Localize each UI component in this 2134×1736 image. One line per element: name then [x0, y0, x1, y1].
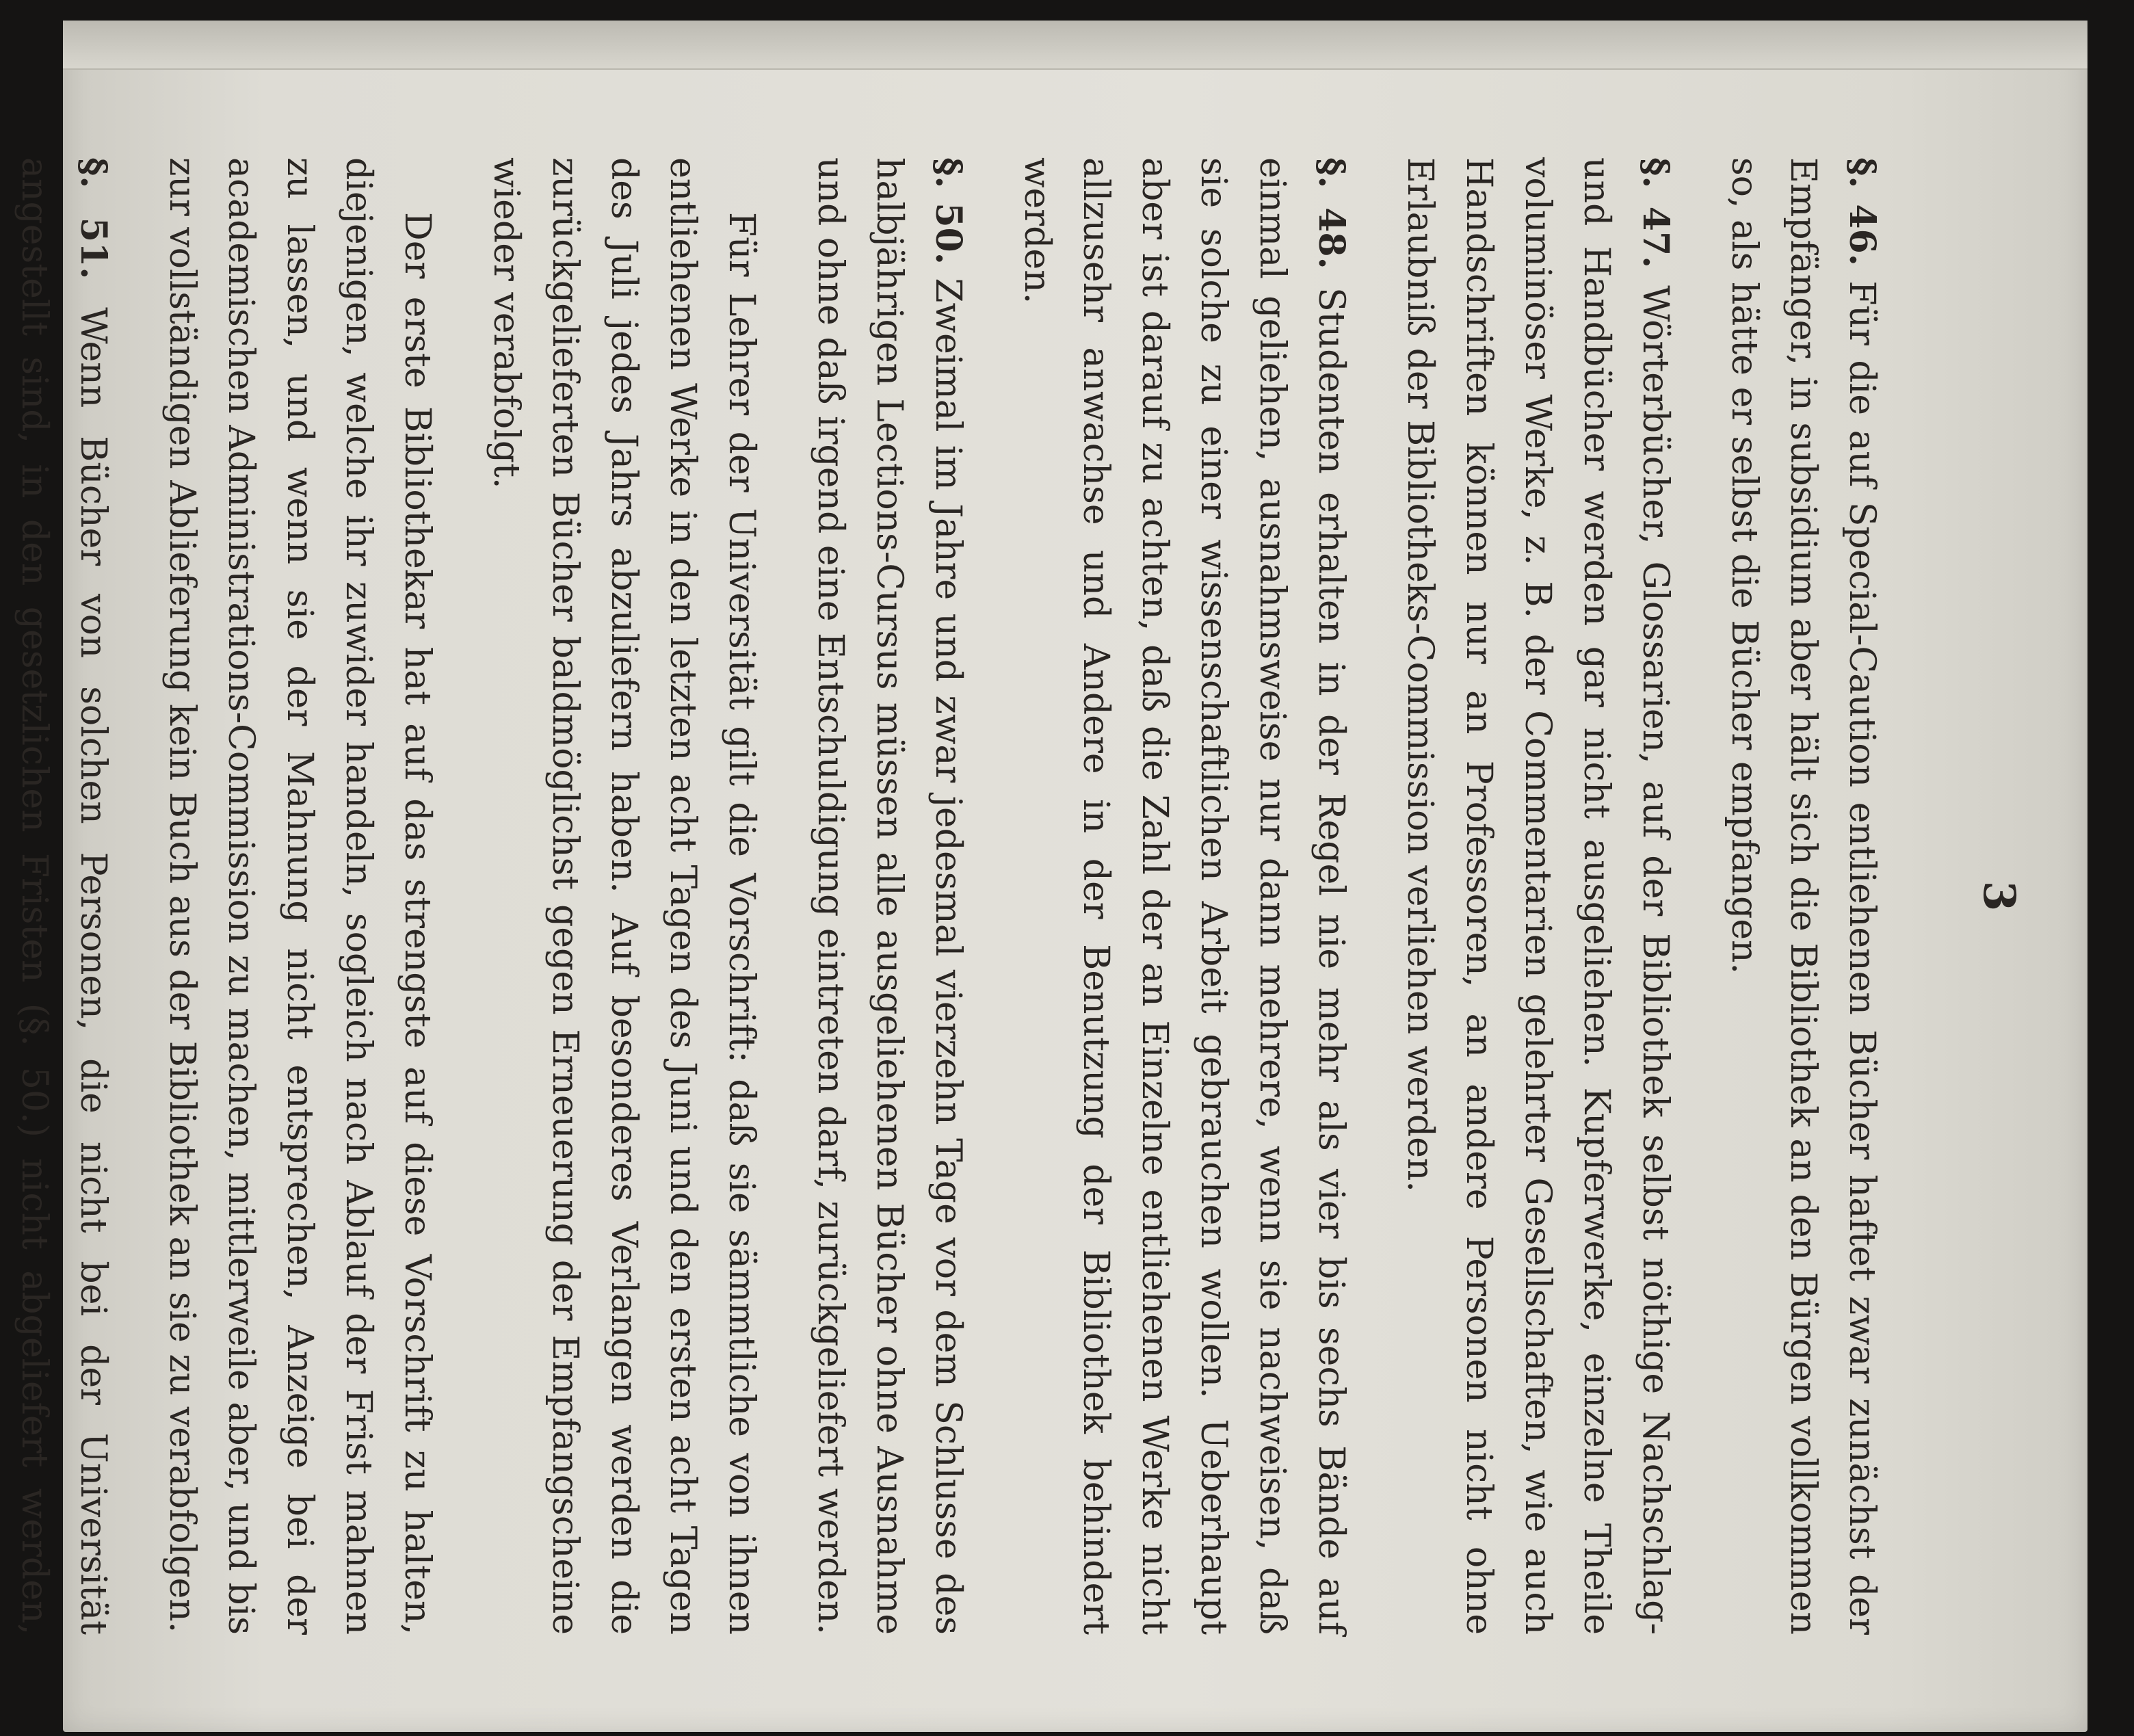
paragraph-text: Wörterbücher, Glossarien, auf der Bibliothek selbst nöthige Nachschlag- und Handbücher werden gar nicht ausgeliehen. Kupferwerke, einzelne Theile voluminöser Werke, z. B. der Commentarien gelehrter Gesellschaften, wie auch Handschriften können nur an Professoren, an andere Personen nicht ohne Erlaubniß der Bibliotheks-Commission verliehen werden. [1399, 157, 1676, 1635]
paragraph-text: Wenn Bücher von solchen Personen, die nicht bei der Universität angestellt sind, in den gesetzlichen Fristen (§. 50.) nicht abgeliefert werden, [14, 157, 114, 1635]
page-fold [63, 21, 2087, 70]
paragraph-text: Der erste Bibliothekar hat auf das strengste auf diese Vorschrift zu halten, diejenigen, welche ihr zuwider handeln, sogleich nach Ablauf der Frist mahnen zu lassen, und wenn sie der Mahnung nicht entsprechen, Anzeige bei der academischen Administrations-Commission zu machen, mittlerweile aber, und bis zur vollständigen Ablieferung kein Buch aus der Bibliothek an sie zu verabfolgen. [161, 157, 438, 1635]
section-number: §. 48. [1310, 157, 1352, 269]
paragraph-text: Zweimal im Jahre und zwar jedesmal vierzehn Tage vor dem Schlusse des halbjährigen Lections-Cursus müssen alle ausgeliehenen Bücher ohne Ausnahme und ohne daß irgend eine Entschuldigung eintreten darf, zurückgeliefert werden. [810, 157, 969, 1635]
paragraph-46 [1715, 157, 1891, 1635]
paragraph-51 [0, 157, 122, 1635]
section-number: §. 46. [1841, 157, 1883, 266]
paragraph-text: Für die auf Special-Caution entliehenen Bücher haftet zwar zunächst der Empfänger, in subsidium aber hält sich die Bibliothek an den Bürgen vollkommen so, als hätte er selbst die Bücher empfangen. [1724, 157, 1882, 1635]
page-number: 3 [1973, 880, 2025, 912]
paragraph-50-teachers [477, 157, 771, 1635]
paragraph-48 [1007, 157, 1360, 1635]
paragraph-text: Studenten erhalten in der Regel nie mehr als vier bis sechs Bände auf einmal geliehen, ausnahmsweise nur dann mehrere, wenn sie nachweisen, daß sie solche zu einer wissenschaftlichen Arbeit gebrauchen wollen. Ueberhaupt aber ist darauf zu achten, daß die Zahl der an Einzelne entliehenen Werke nicht allzusehr anwachse und Andere in der Benutzung der Bibliothek behindert werden. [1016, 157, 1352, 1635]
rotated-text-block [14, 75, 2052, 1669]
section-number: §. 50. [927, 157, 969, 265]
section-number: §. 47. [1635, 157, 1676, 269]
paragraph-47 [1391, 157, 1685, 1635]
paragraph-50-librarian [153, 157, 447, 1635]
paragraph-text: Für Lehrer der Universität gilt die Vorschrift: daß sie sämmtliche von ihnen entliehenen Werke in den letzten acht Tagen des Juni und den ersten acht Tagen des Juli jedes Jahrs abzuliefern haben. Auf besonderes Verlangen werden die zurückgelieferten Bücher baldmöglichst gegen Erneuerung der Empfangscheine wieder verabfolgt. [486, 157, 762, 1635]
paragraph-50 [801, 157, 977, 1635]
section-number: §. 51. [73, 157, 114, 280]
